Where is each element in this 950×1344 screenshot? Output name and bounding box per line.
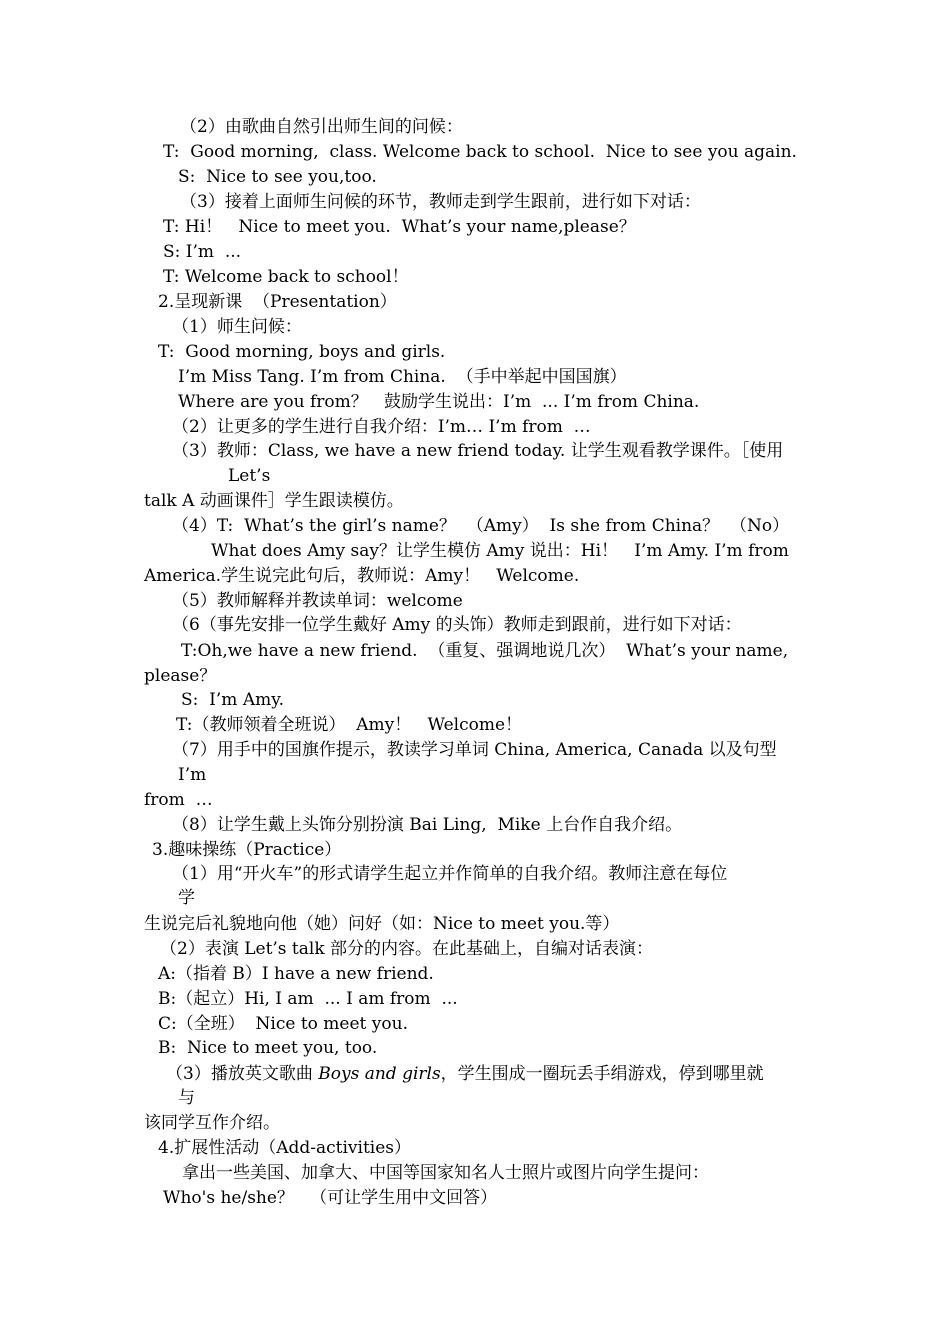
- text-line: T:（教师领着全班说） Amy！ Welcome！: [176, 715, 523, 735]
- text-line: 学: [178, 888, 195, 908]
- text-line: （2）由歌曲自然引出师生间的问候：: [180, 117, 463, 137]
- text-line: （4）T: What’s the girl’s name？ （Amy） Is she from China？ （No）: [172, 516, 790, 536]
- text-line: （3）接着上面师生问候的环节，教师走到学生跟前，进行如下对话：: [180, 192, 701, 212]
- dialogue-line: A:（指着 B）I have a new friend.: [158, 964, 434, 984]
- section-heading: 3.趣味操练（Practice）: [152, 840, 342, 860]
- text-line: talk A 动画课件］学生跟读模仿。: [144, 491, 404, 511]
- text-line: from …: [144, 790, 213, 810]
- dialogue-line: C:（全班） Nice to meet you.: [158, 1014, 408, 1034]
- text-line: 生说完后礼貌地向他（她）问好（如：Nice to meet you.等）: [144, 914, 620, 934]
- section-heading: 2.呈现新课 （Presentation）: [158, 292, 397, 312]
- text-line: T: Good morning, boys and girls.: [158, 342, 446, 362]
- text-line: Let’s: [228, 466, 271, 486]
- text-line: （6（事先安排一位学生戴好 Amy 的头饰）教师走到跟前，进行如下对话：: [172, 615, 742, 635]
- text-line: （1）师生问候：: [172, 317, 302, 337]
- text-line: （8）让学生戴上头饰分别扮演 Bai Ling, Mike 上台作自我介绍。: [172, 815, 683, 835]
- text-line: [166, 1064, 764, 1086]
- song-title: Boys and girls: [318, 1064, 441, 1084]
- text-line: T:Oh,we have a new friend. （重复、强调地说几次） What’s your name,: [181, 641, 789, 661]
- section-heading: 4.扩展性活动（Add-activities）: [158, 1138, 412, 1158]
- text-line: （7）用手中的国旗作提示，教读学习单词 China, America, Canada 以及句型: [172, 740, 777, 760]
- text-line: S: Nice to see you,too.: [178, 167, 377, 187]
- text-line: （5）教师解释并教读单词：welcome: [172, 591, 463, 611]
- text-line: （1）用“开火车”的形式请学生起立并作简单的自我介绍。教师注意在每位: [172, 864, 728, 884]
- text-line: I’m Miss Tang. I’m from China. （手中举起中国国旗）: [178, 367, 627, 387]
- text-line: T: Good morning, class. Welcome back to school. Nice to see you again.: [163, 142, 797, 162]
- text-line: （2）让更多的学生进行自我介绍：I’m… I’m from …: [172, 417, 591, 437]
- text-line: 该同学互作介绍。: [144, 1113, 280, 1133]
- text-line: （2）表演 Let’s talk 部分的内容。在此基础上，自编对话表演：: [160, 939, 654, 959]
- text-line: please？: [144, 666, 217, 686]
- text-run: ，学生围成一圈玩丢手绢游戏，停到哪里就: [440, 1064, 764, 1084]
- text-line: T: Hi！ Nice to meet you. What’s your name,please？: [163, 217, 636, 237]
- text-line: America.学生说完此句后，教师说：Amy！ Welcome.: [144, 566, 580, 586]
- text-line: S: I’m Amy.: [181, 690, 284, 710]
- text-line: T: Welcome back to school！: [163, 267, 409, 287]
- text-line: S: I’m ...: [163, 242, 242, 262]
- text-line: （3）教师：Class, we have a new friend today. 让学生观看教学课件。［使用: [172, 441, 784, 461]
- text-line: Where are you from？ 鼓励学生说出：I’m ... I’m from China.: [178, 392, 700, 412]
- text-line: 与: [178, 1088, 195, 1108]
- text-run: （3）播放英文歌曲: [166, 1064, 319, 1084]
- dialogue-line: B: Nice to meet you, too.: [158, 1038, 378, 1058]
- dialogue-line: B:（起立）Hi, I am ... I am from ...: [158, 989, 458, 1009]
- text-line: I’m: [178, 765, 207, 785]
- text-line: What does Amy say？让学生模仿 Amy 说出：Hi！ I’m Amy. I’m from: [211, 541, 789, 561]
- text-line: 拿出一些美国、加拿大、中国等国家知名人士照片或图片向学生提问：: [182, 1163, 709, 1183]
- text-line: Who's he/she？ （可让学生用中文回答）: [163, 1188, 498, 1208]
